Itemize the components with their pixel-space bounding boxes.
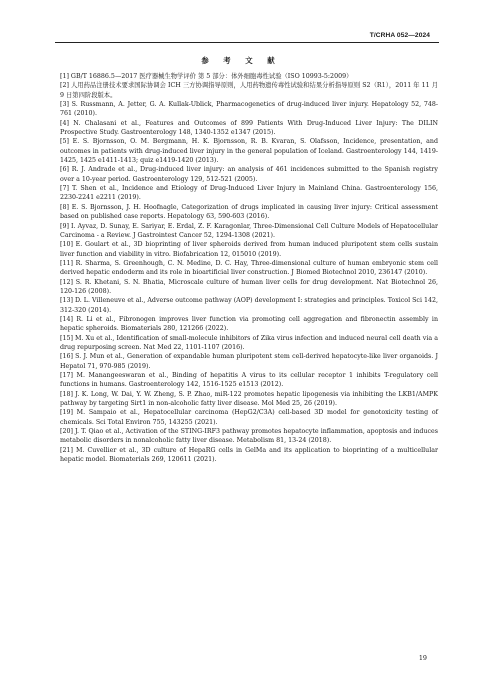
- page-number: 19: [418, 654, 427, 662]
- reference-item: [19] M. Sampaio et al., Hepatocellular carcinoma (HepG2/C3A) cell-based 3D model for genotoxicity testing of chemicals. Sci Total Environ 755, 143255 (2021).: [60, 409, 438, 426]
- reference-item: [17] M. Manangeeswaran et al., Binding of hepatitis A virus to its cellular receptor 1 inhibits T-regulatory cell functions in humans. Gastroenterology 142, 1516-1525 e1513 (2012).: [60, 372, 438, 389]
- reference-item: [11] R. Sharma, S. Greenhough, C. N. Medine, D. C. Hay, Three-dimensional culture of human embryonic stem cell derived hepatic endoderm and its role in bioartificial liver construction. J Biomed Biotechnol 2010, 236147 (2010).: [60, 259, 438, 277]
- header-rule: [55, 42, 439, 43]
- reference-item: [8] E. S. Bjornsson, J. H. Hoofnagle, Categorization of drugs implicated in causing liver injury: Critical assessment based on published case reports. Hepatology 63, 590-603 (2016).: [60, 203, 438, 221]
- reference-item: [18] J. K. Long, W. Dai, Y. W. Zheng, S. P. Zhao, miR-122 promotes hepatic lipogenesis via inhibiting the LKB1/AMPK pathway by targeting Sirt1 in non-alcoholic fatty liver disease. Mol Med 25, 26 (2019).: [60, 390, 438, 408]
- reference-item: [13] D. L. Villeneuve et al., Adverse outcome pathway (AOP) development I: strategies and principles. Toxicol Sci 142, 312-320 (2014).: [60, 297, 438, 314]
- reference-item: [1] GB/T 16886.5—2017 医疗器械生物学评价 第 5 部分：体外细胞毒性试验（ISO 10993-5:2009）: [60, 73, 353, 80]
- reference-item: [9] I. Ayvaz, D. Sunay, E. Sariyar, E. Erdal, Z. F. Karagonlar, Three-Dimensional Cell Culture Models of Hepatocellular Carcinoma - a Review. J Gastrointest Cancer 52, 1294-1308 (2021).: [60, 222, 438, 239]
- reference-item: [15] M. Xu et al., Identification of small-molecule inhibitors of Zika virus infection and induced neural cell death via a drug repurposing screen. Nat Med 22, 1101-1107 (2016).: [60, 334, 438, 351]
- section-title: 参 考 文 献: [201, 56, 281, 65]
- reference-list: [60, 72, 438, 464]
- reference-item: [4] N. Chalasani et al., Features and Outcomes of 899 Patients With Drug-Induced Liver Injury: The DILIN Prospective Study. Gastroenterology 148, 1340-1352 e1347 (2015).: [60, 119, 438, 137]
- reference-item: [10] E. Goulart et al., 3D bioprinting of liver spheroids derived from human induced pluripotent stem cells sustain liver function and viability in vitro. Biofabrication 12, 015010 (2019).: [60, 241, 438, 258]
- reference-item: [7] T. Shen et al., Incidence and Etiology of Drug-Induced Liver Injury in Mainland China. Gastroenterology 156, 2230-2241 e2211 (2019).: [60, 185, 438, 202]
- reference-item: [6] R. J. Andrade et al., Drug-induced liver injury: an analysis of 461 incidences submitted to the Spanish registry over a 10-year period. Gastroenterology 129, 512-521 (2005).: [60, 166, 438, 183]
- reference-item: [14] R. Li et al., Fibronogen improves liver function via promoting cell aggregation and fibronectin assembly in hepatic spheroids. Biomaterials 280, 121266 (2022).: [60, 315, 438, 333]
- reference-item: [5] E. S. Bjornsson, O. M. Bergmann, H. K. Bjornsson, R. B. Kvaran, S. Olafsson, Incidence, presentation, and outcomes in patients with drug-induced liver injury in the general population of Iceland. Gastroenterology 144, 1419-1425, 1425 e1411-1413; quiz e1419-1420 (2013).: [60, 138, 438, 165]
- reference-item: [20] J. T. Qiao et al., Activation of the STING-IRF3 pathway promotes hepatocyte inflammation, apoptosis and induces metabolic disorders in nonalcoholic fatty liver disease. Metabolism 81, 13-24 (2018).: [60, 428, 438, 445]
- reference-item: [2] 人用药品注册技术要求国际协调会 ICH 三方协调指导原则，人用药物遗传毒性试验和结果分析指导原则 S2（R1），2011 年 11 月 9 日第四阶段版本。: [60, 82, 438, 99]
- reference-item: [21] M. Cuvellier et al., 3D culture of HepaRG cells in GelMa and its application to bioprinting of a multicellular hepatic model. Biomaterials 269, 120611 (2021).: [60, 446, 438, 464]
- reference-item: [3] S. Russmann, A. Jetter, G. A. Kullak-Ublick, Pharmacogenetics of drug-induced liver injury. Hepatology 52, 748-761 (2010).: [60, 101, 438, 118]
- reference-item: [12] S. R. Khetani, S. N. Bhatia, Microscale culture of human liver cells for drug development. Nat Biotechnol 26, 120-126 (2008).: [60, 278, 438, 295]
- standard-code: T/CRHA 052—2024: [369, 32, 430, 39]
- reference-item: [16] S. J. Mun et al., Generation of expandable human pluripotent stem cell-derived hepatocyte-like liver organoids. J Hepatol 71, 970-985 (2019).: [60, 353, 438, 370]
